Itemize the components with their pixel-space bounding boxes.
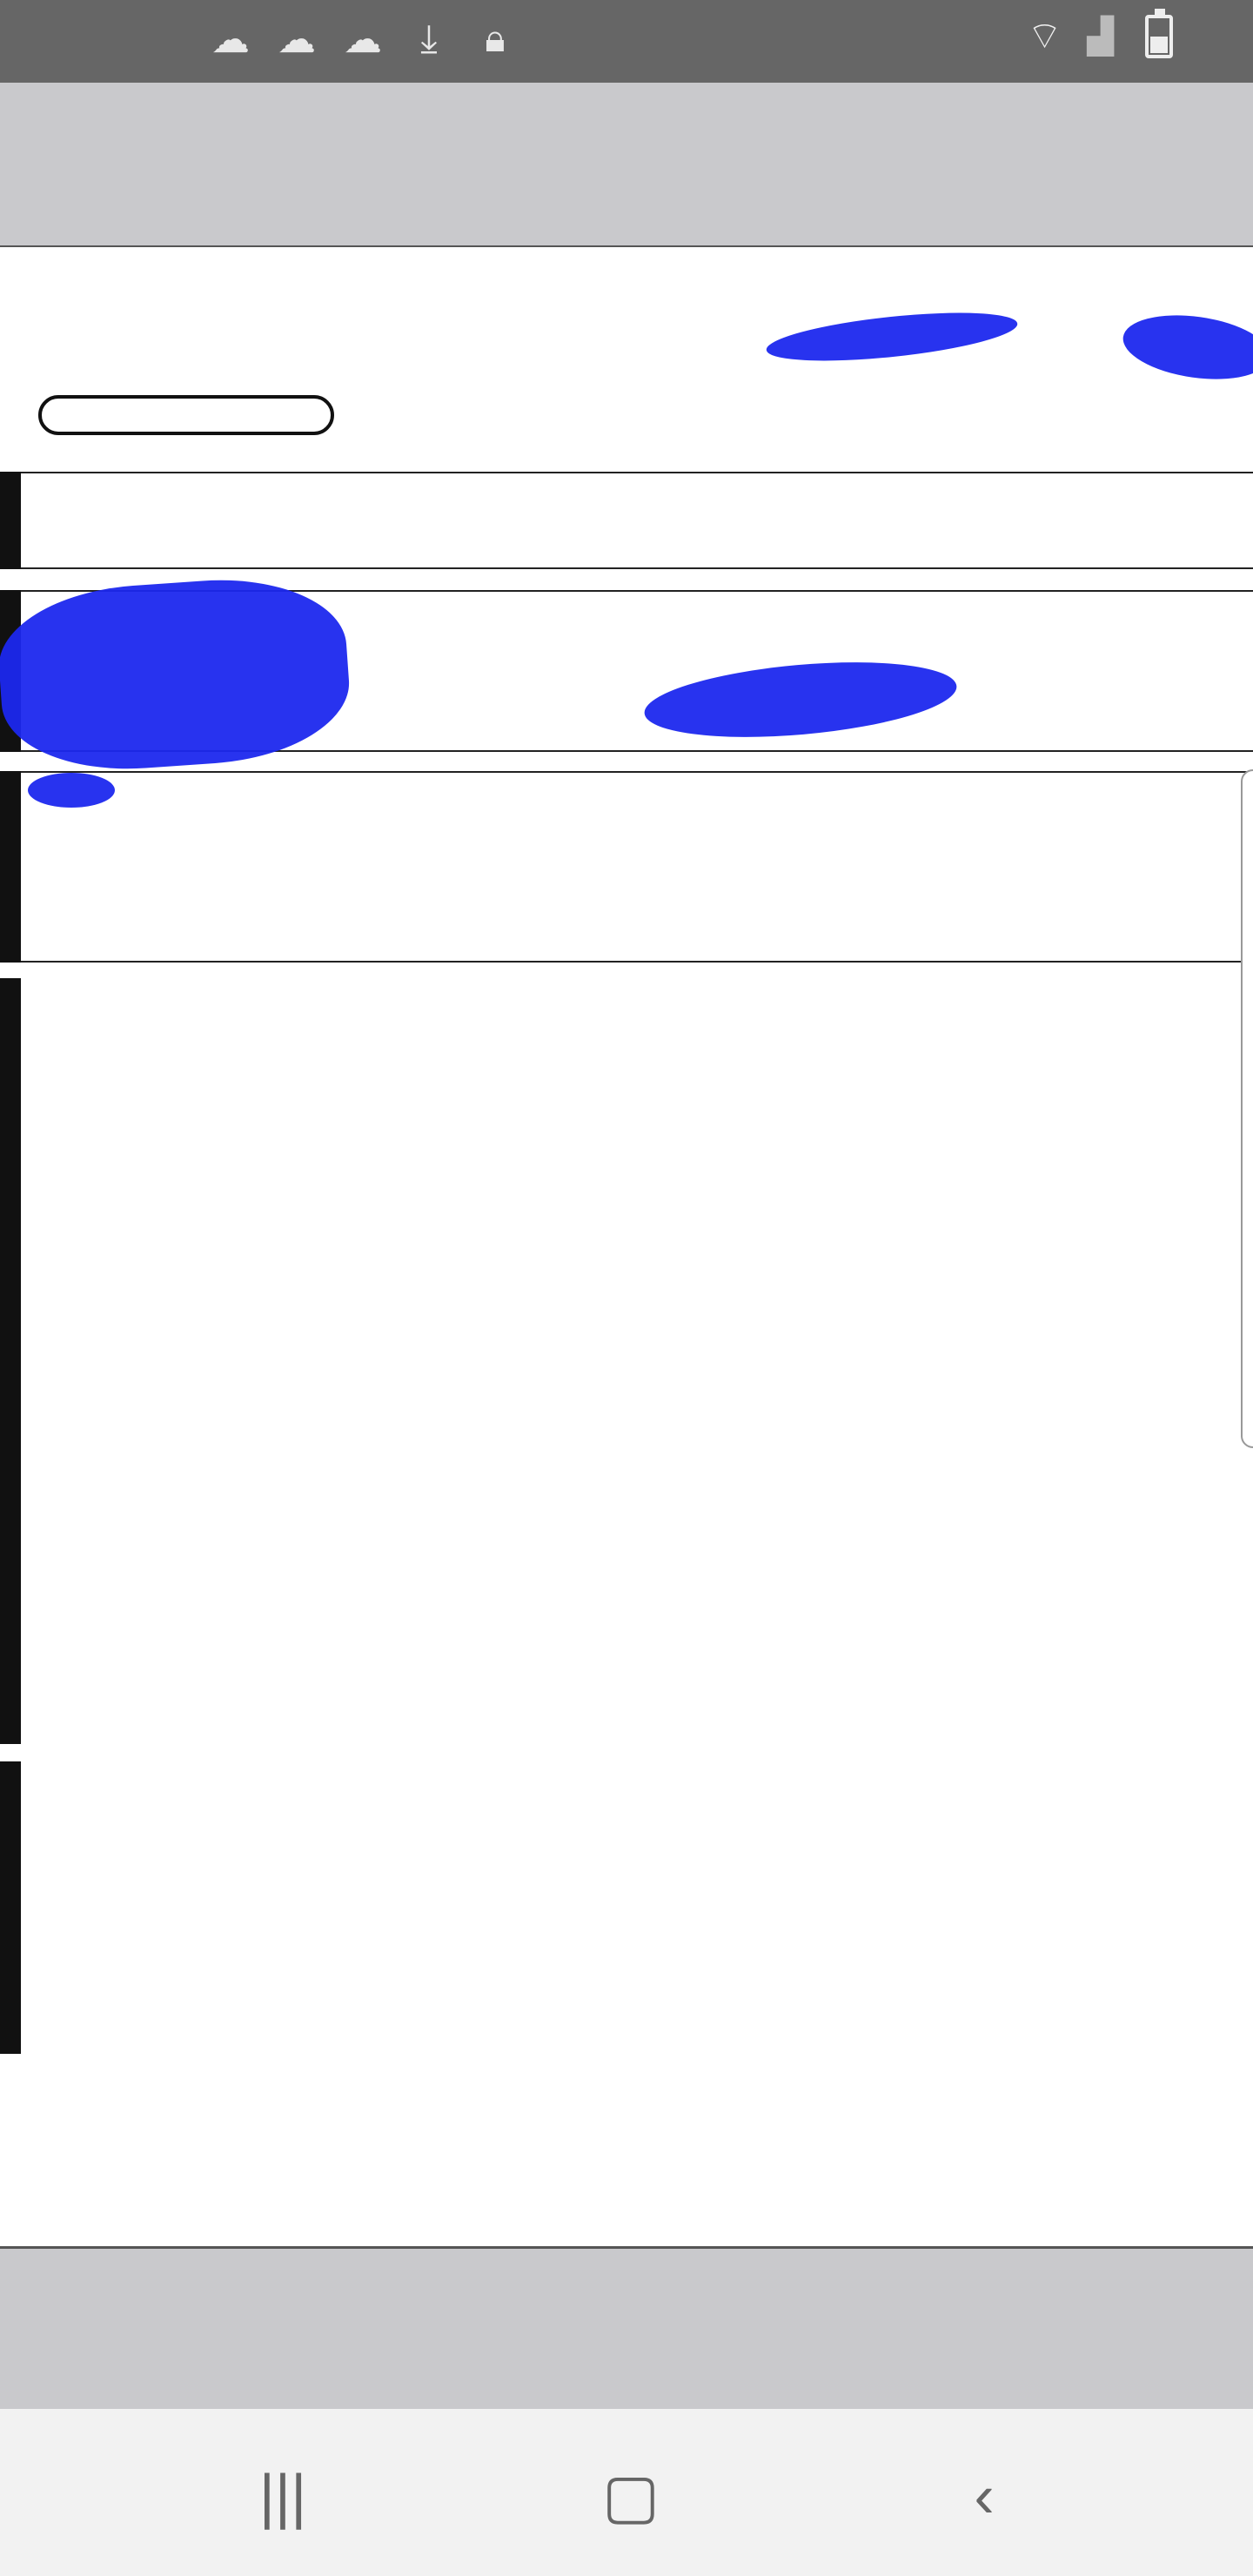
logo-subtitle bbox=[38, 395, 334, 435]
cloud-icon: ☁ bbox=[344, 18, 382, 61]
status-bar bbox=[0, 0, 1253, 83]
properties-section-label bbox=[0, 1761, 21, 2054]
unit-box bbox=[21, 472, 1253, 569]
wifi-icon: ⌔ bbox=[1026, 15, 1063, 57]
unit-section-label bbox=[0, 472, 21, 569]
lock-icon: 🔒︎ bbox=[485, 17, 506, 60]
redaction bbox=[1119, 307, 1253, 388]
cloud-icon: ☁ bbox=[278, 18, 316, 61]
comments-box bbox=[21, 771, 1253, 963]
notification-icons bbox=[209, 17, 517, 62]
battery-icon bbox=[1145, 15, 1173, 58]
recent-apps-icon[interactable]: ||| bbox=[258, 2462, 307, 2530]
elements-section-label bbox=[0, 978, 21, 1744]
side-scroll-handle[interactable] bbox=[1241, 769, 1253, 1448]
report-page[interactable] bbox=[0, 245, 1253, 2249]
navigation-bar bbox=[0, 2409, 1253, 2576]
signal-icon: ▟ bbox=[1087, 17, 1114, 56]
redaction bbox=[764, 304, 1019, 370]
back-icon[interactable]: ‹ bbox=[974, 2462, 995, 2530]
home-icon[interactable]: ▢ bbox=[601, 2462, 660, 2530]
cloud-icon: ☁ bbox=[211, 18, 250, 61]
redaction bbox=[28, 773, 115, 808]
lab-logo bbox=[0, 308, 383, 447]
download-icon: ⤓ bbox=[420, 17, 438, 60]
comments-section-label bbox=[0, 771, 21, 963]
status-right bbox=[1027, 12, 1173, 60]
